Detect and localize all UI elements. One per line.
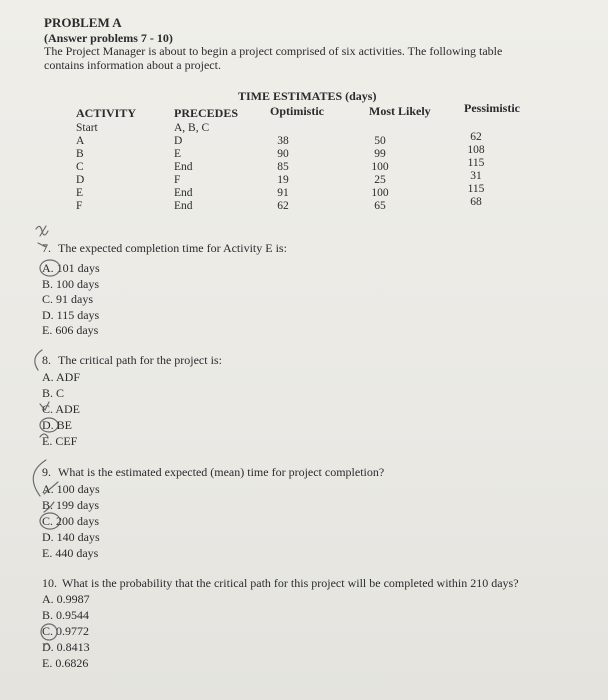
pessimistic-column xyxy=(458,118,494,209)
header-optimistic: Optimistic xyxy=(270,104,324,118)
table-cell: 19 xyxy=(277,174,289,186)
header-precedes: PRECEDES xyxy=(174,106,239,120)
optimistic-column xyxy=(268,122,298,213)
scribble-mark xyxy=(36,226,48,236)
table-cell: D xyxy=(174,135,183,147)
option-d[interactable]: D. BE xyxy=(42,418,72,432)
option-b[interactable]: B. 0.9544 xyxy=(42,608,90,622)
header-most-likely: Most Likely xyxy=(369,104,431,118)
option-c[interactable]: C. 200 days xyxy=(42,514,99,528)
option-d[interactable]: D. 0.8413 xyxy=(42,640,90,654)
problem-title: PROBLEM A xyxy=(44,15,122,30)
table-cell: E xyxy=(76,187,84,199)
precedes-column xyxy=(174,122,209,213)
question-number: 7. xyxy=(42,241,51,255)
table-cell: End xyxy=(174,200,193,212)
option-e[interactable]: E. 0.6826 xyxy=(42,656,89,670)
option-a[interactable]: A. 0.9987 xyxy=(42,592,90,606)
table-group-header: TIME ESTIMATES (days) xyxy=(238,89,377,103)
table-cell: End xyxy=(174,187,193,199)
table-cell: 62 xyxy=(470,131,482,143)
table-cell: 90 xyxy=(277,148,289,160)
table-cell: 91 xyxy=(277,187,289,199)
table-cell: End xyxy=(174,161,193,173)
table-cell: 31 xyxy=(470,170,482,182)
question-number: 9. xyxy=(42,465,51,479)
table-cell: 38 xyxy=(277,135,289,147)
header-pessimistic: Pessimistic xyxy=(464,101,520,115)
option-d[interactable]: D. 115 days xyxy=(42,308,100,322)
table-cell: 68 xyxy=(470,196,482,208)
option-e[interactable]: E. CEF xyxy=(42,434,78,448)
table-cell: 100 xyxy=(371,187,389,199)
option-a[interactable]: A. 100 days xyxy=(42,482,100,496)
option-c[interactable]: C. 91 days xyxy=(42,292,93,306)
table-cell xyxy=(363,122,397,135)
table-cell xyxy=(268,122,298,135)
most-likely-column xyxy=(363,122,397,213)
option-d[interactable]: D. 140 days xyxy=(42,530,100,544)
table-cell: 115 xyxy=(467,157,485,169)
option-b[interactable]: B. C xyxy=(42,386,65,400)
question-text: What is the probability that the critical path for this project will be completed within 210 days? xyxy=(62,576,519,590)
table-cell: 62 xyxy=(277,200,289,212)
table-cell: Start xyxy=(76,122,98,134)
table-cell xyxy=(458,118,494,131)
table-cell: E xyxy=(174,148,182,160)
bracket-mark xyxy=(35,350,42,370)
option-e[interactable]: E. 440 days xyxy=(42,546,99,560)
activity-column xyxy=(76,122,98,213)
option-c[interactable]: C. 0.9772 xyxy=(42,624,90,638)
table-cell: 99 xyxy=(374,148,386,160)
table-cell: A, B, C xyxy=(174,122,210,134)
header-activity: ACTIVITY xyxy=(76,106,137,120)
table-cell: 65 xyxy=(374,200,386,212)
table-cell: 108 xyxy=(467,144,485,156)
table-cell: 85 xyxy=(277,161,289,173)
table-cell: 25 xyxy=(374,174,386,186)
table-cell: 50 xyxy=(374,135,386,147)
question-text: The expected completion time for Activity E is: xyxy=(58,241,287,255)
table-cell: 115 xyxy=(467,183,485,195)
problem-subtitle: (Answer problems 7 - 10) xyxy=(44,31,173,45)
option-c[interactable]: C. ADE xyxy=(42,402,81,416)
question-number: 8. xyxy=(42,353,51,367)
table-cell: 100 xyxy=(371,161,389,173)
intro-line-2: contains information about a project. xyxy=(44,58,221,72)
option-b[interactable]: B. 100 days xyxy=(42,277,99,291)
table-cell: A xyxy=(76,135,85,147)
option-e[interactable]: E. 606 days xyxy=(42,323,99,337)
question-text: What is the estimated expected (mean) time for project completion? xyxy=(58,465,385,479)
intro-line-1: The Project Manager is about to begin a project comprised of six activities. The following table xyxy=(44,44,503,58)
table-cell: F xyxy=(76,200,83,212)
table-cell: C xyxy=(76,161,84,173)
table-cell: B xyxy=(76,148,84,160)
table-cell: F xyxy=(174,174,181,186)
question-text: The critical path for the project is: xyxy=(58,353,222,367)
question-number: 10. xyxy=(42,576,57,590)
option-b[interactable]: B. 199 days xyxy=(42,498,99,512)
option-a[interactable]: A. ADF xyxy=(42,370,81,384)
table-cell: D xyxy=(76,174,85,186)
option-a[interactable]: A. 101 days xyxy=(42,261,100,275)
